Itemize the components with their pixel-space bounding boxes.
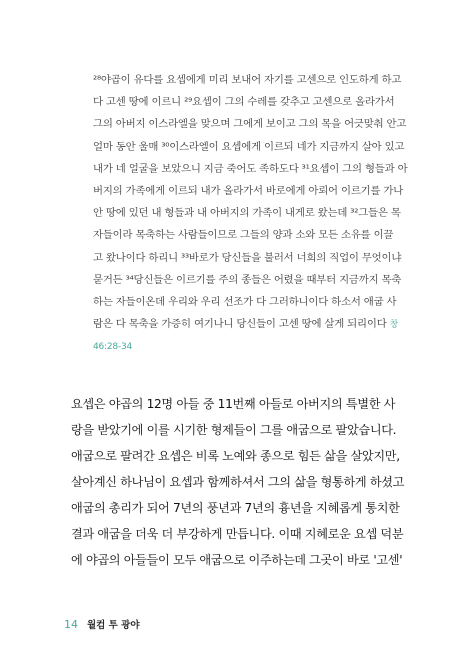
body-paragraph bbox=[71, 391, 407, 573]
body-line: 결과 애굽을 더욱 더 부강하게 만듭니다. 이때 지혜로운 요셉 덕분 bbox=[71, 527, 404, 541]
body-line: 에 야곱의 아들들이 모두 애굽으로 이주하는데 그곳이 바로 '고센' bbox=[71, 553, 403, 567]
quote-line: 자들이라 목축하는 사람들이므로 그들의 양과 소와 모든 소유를 이끌 bbox=[93, 229, 394, 242]
quote-line: 하는 자들이온데 우리와 우리 선조가 다 그러하니이다 하소서 애굽 사 bbox=[93, 296, 397, 309]
page-number: 14 bbox=[64, 617, 78, 631]
page-footer bbox=[64, 616, 140, 632]
scripture-quote bbox=[93, 69, 408, 359]
body-line: 애굽으로 팔려간 요셉은 비록 노예와 종으로 힘든 삶을 살았지만, bbox=[71, 449, 400, 463]
quote-line: 묻거든 ³⁴당신들은 이르기를 주의 종들은 어렸을 때부터 지금까지 목축 bbox=[93, 273, 402, 286]
quote-line: 버지의 가족에게 이르되 내가 올라가서 바로에게 아뢰어 이르기를 가나 bbox=[93, 185, 404, 198]
body-line: 랑을 받았기에 이를 시기한 형제들이 그를 애굽으로 팔았습니다. bbox=[71, 423, 397, 437]
body-line: 애굽의 총리가 되어 7년의 풍년과 7년의 흉년을 지혜롭게 통치한 bbox=[71, 501, 400, 515]
scripture-reference-book: 창 bbox=[389, 320, 399, 331]
quote-line: 그의 아버지 이스라엘을 맞으며 그에게 보이고 그의 목을 어긋맞춰 안고 bbox=[93, 118, 407, 131]
scripture-reference-verse: 46:28-34 bbox=[93, 342, 133, 353]
quote-line-last bbox=[93, 313, 399, 336]
quote-line: 다 고센 땅에 이르니 ²⁹요셉이 그의 수레를 갖추고 고센으로 올라가서 bbox=[93, 96, 395, 109]
quote-line: 내가 네 얼굴을 보았으니 지금 죽어도 족하도다 ³¹요셉이 그의 형들과 아 bbox=[93, 162, 408, 175]
quote-line: ²⁸야곱이 유다를 요셉에게 미리 보내어 자기를 고센으로 인도하게 하고 bbox=[93, 74, 402, 86]
quote-line: 얼마 동안 울매 ³⁰이스라엘이 요셉에게 이르되 네가 지금까지 살아 있고 bbox=[93, 140, 405, 153]
quote-line: 안 땅에 있던 내 형들과 내 아버지의 가족이 내게로 왔는데 ³²그들은 목 bbox=[93, 207, 401, 220]
book-title: 월컴 투 광야 bbox=[87, 620, 140, 631]
quote-line: 고 왔나이다 하리니 ³³바로가 당신들을 불러서 너희의 직업이 무엇이냐 bbox=[93, 251, 402, 264]
quote-line-text: 람은 다 목축을 가증히 여기나니 당신들이 고센 땅에 살게 되리이다 bbox=[93, 318, 387, 331]
body-line: 요셉은 야곱의 12명 아들 중 11번째 아들로 아버지의 특별한 사 bbox=[71, 397, 396, 411]
body-line: 살아계신 하나님이 요셉과 함께하셔서 그의 삶을 형통하게 하셨고 bbox=[71, 475, 405, 489]
